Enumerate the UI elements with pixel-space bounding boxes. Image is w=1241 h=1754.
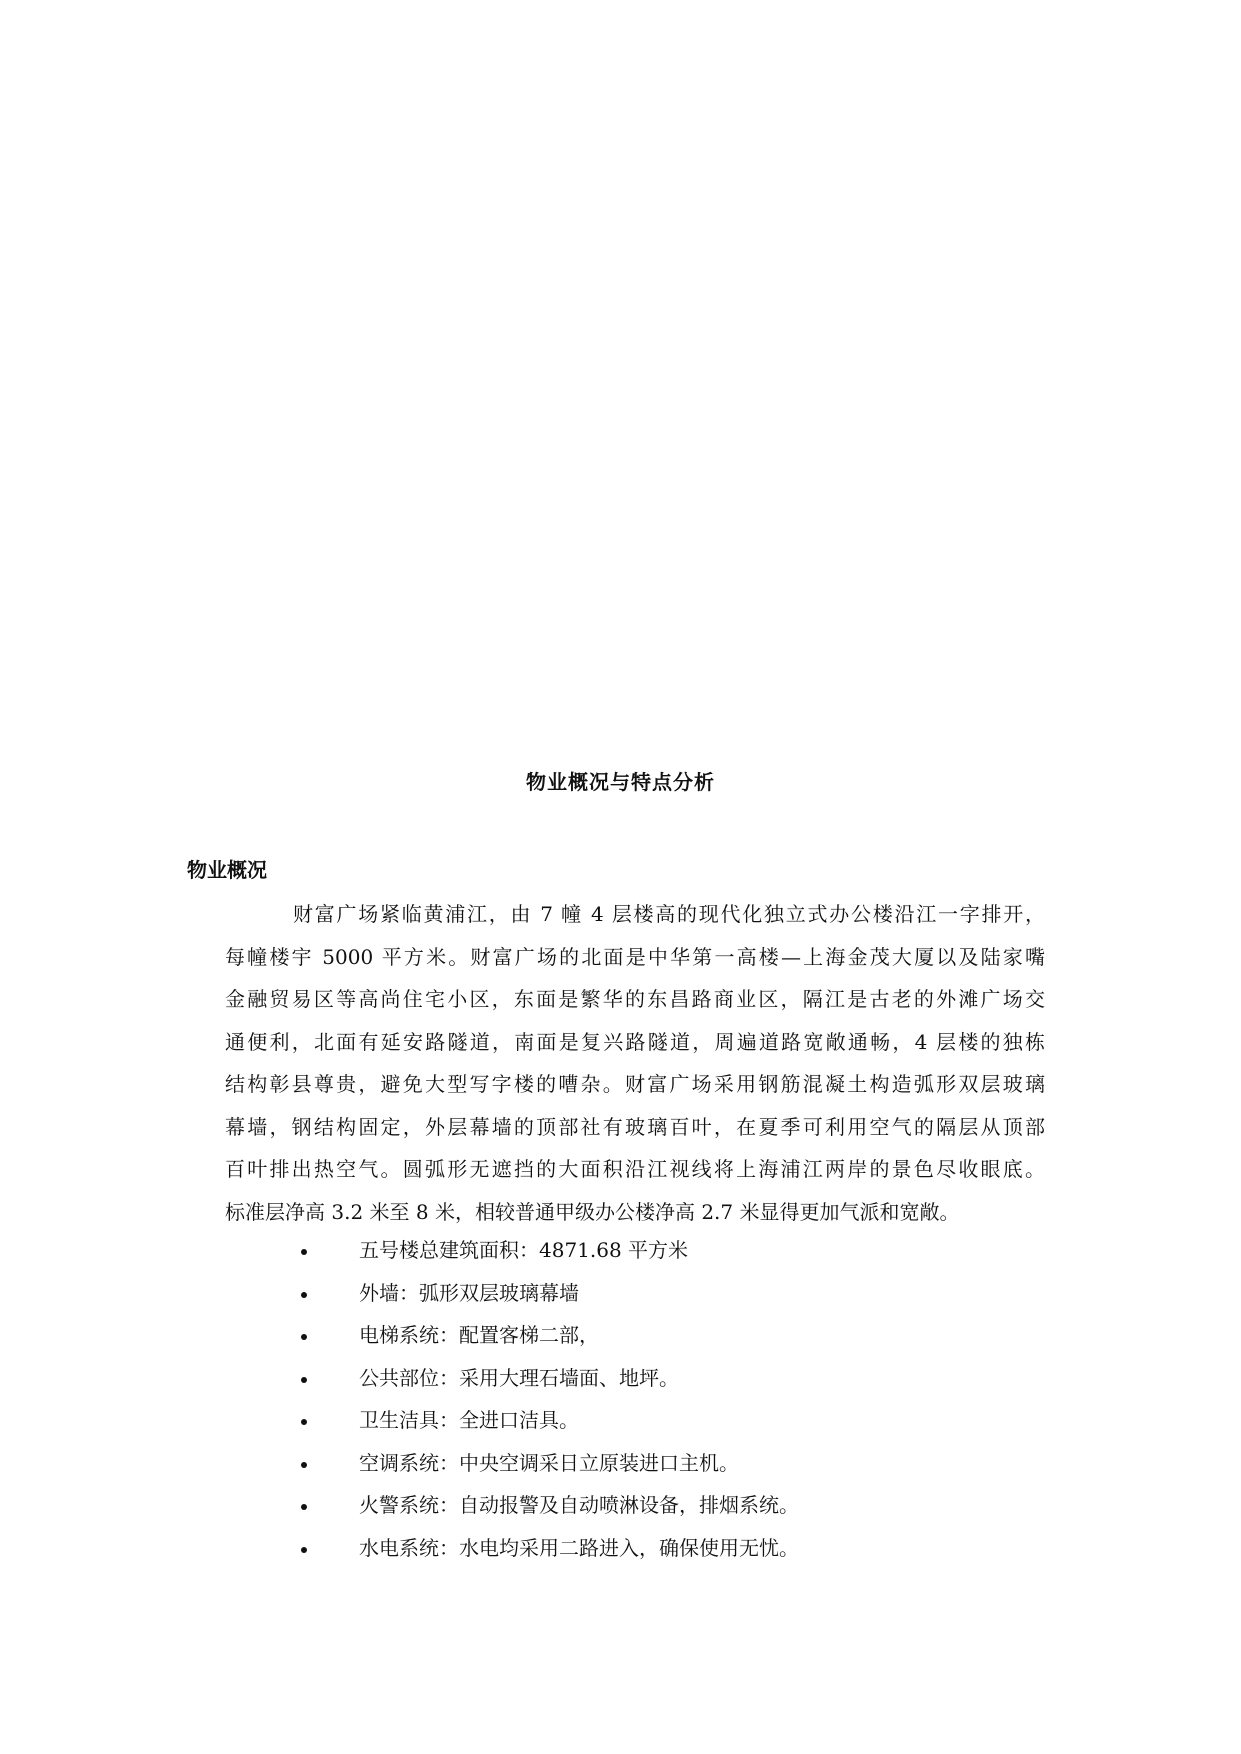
list-item xyxy=(0,1314,1241,1357)
list-item xyxy=(0,1229,1241,1272)
list-item-text: 五号楼总建筑面积：4871.68 平方米 xyxy=(359,1238,689,1262)
section-heading: 物业概况 xyxy=(187,858,267,882)
list-item-text: 水电系统：水电均采用二路进入，确保使用无忧。 xyxy=(359,1535,799,1560)
list-item-text: 火警系统：自动报警及自动喷淋设备，排烟系统。 xyxy=(359,1493,799,1517)
paragraph-line: 通便利，北面有延安路隧道，南面是复兴路隧道，周遍道路宽敞通畅，4 层楼的独栋 xyxy=(225,1029,1045,1054)
list-item-text: 电梯系统：配置客梯二部， xyxy=(359,1323,599,1347)
bullet-dot-icon xyxy=(301,1377,307,1383)
bullet-dot-icon xyxy=(301,1419,307,1425)
paragraph-line: 金融贸易区等高尚住宅小区，东面是繁华的东昌路商业区，隔江是古老的外滩广场交 xyxy=(225,987,1045,1011)
paragraph-line: 每幢楼宇 5000 平方米。财富广场的北面是中华第一高楼—上海金茂大厦以及陆家嘴 xyxy=(225,944,1045,969)
list-item xyxy=(0,1484,1241,1527)
paragraph-line: 标准层净高 3.2 米至 8 米，相较普通甲级办公楼净高 2.7 米显得更加气派和宽敞。 xyxy=(225,1199,960,1224)
list-item-text: 外墙：弧形双层玻璃幕墙 xyxy=(359,1280,579,1305)
list-item-text: 卫生洁具：全进口洁具。 xyxy=(359,1408,579,1432)
document-title: 物业概况与特点分析 xyxy=(526,770,715,794)
bullet-dot-icon xyxy=(301,1334,307,1340)
paragraph-line: 幕墙，钢结构固定，外层幕墙的顶部社有玻璃百叶，在夏季可利用空气的隔层从顶部 xyxy=(225,1114,1045,1139)
bullet-dot-icon xyxy=(301,1547,307,1553)
list-item xyxy=(0,1527,1241,1570)
bullet-dot-icon xyxy=(301,1504,307,1510)
bullet-dot-icon xyxy=(301,1249,307,1255)
property-overview-paragraph xyxy=(225,893,1045,1233)
paragraph-line: 结构彰县尊贵，避免大型写字楼的嘈杂。财富广场采用钢筋混凝土构造弧形双层玻璃 xyxy=(225,1072,1045,1096)
list-item-text: 公共部位：采用大理石墙面、地坪。 xyxy=(359,1365,679,1390)
bullet-dot-icon xyxy=(301,1462,307,1468)
paragraph-line: 百叶排出热空气。圆弧形无遮挡的大面积沿江视线将上海浦江两岸的景色尽收眼底。 xyxy=(225,1157,1045,1181)
list-item xyxy=(0,1399,1241,1442)
paragraph-line: 财富广场紧临黄浦江，由 7 幢 4 层楼高的现代化独立式办公楼沿江一字排开， xyxy=(293,902,1045,926)
list-item xyxy=(0,1272,1241,1315)
bullet-dot-icon xyxy=(301,1292,307,1298)
list-item xyxy=(0,1442,1241,1485)
list-item-text: 空调系统：中央空调采日立原装进口主机。 xyxy=(359,1450,739,1475)
feature-list xyxy=(0,1229,1241,1569)
list-item xyxy=(0,1357,1241,1400)
